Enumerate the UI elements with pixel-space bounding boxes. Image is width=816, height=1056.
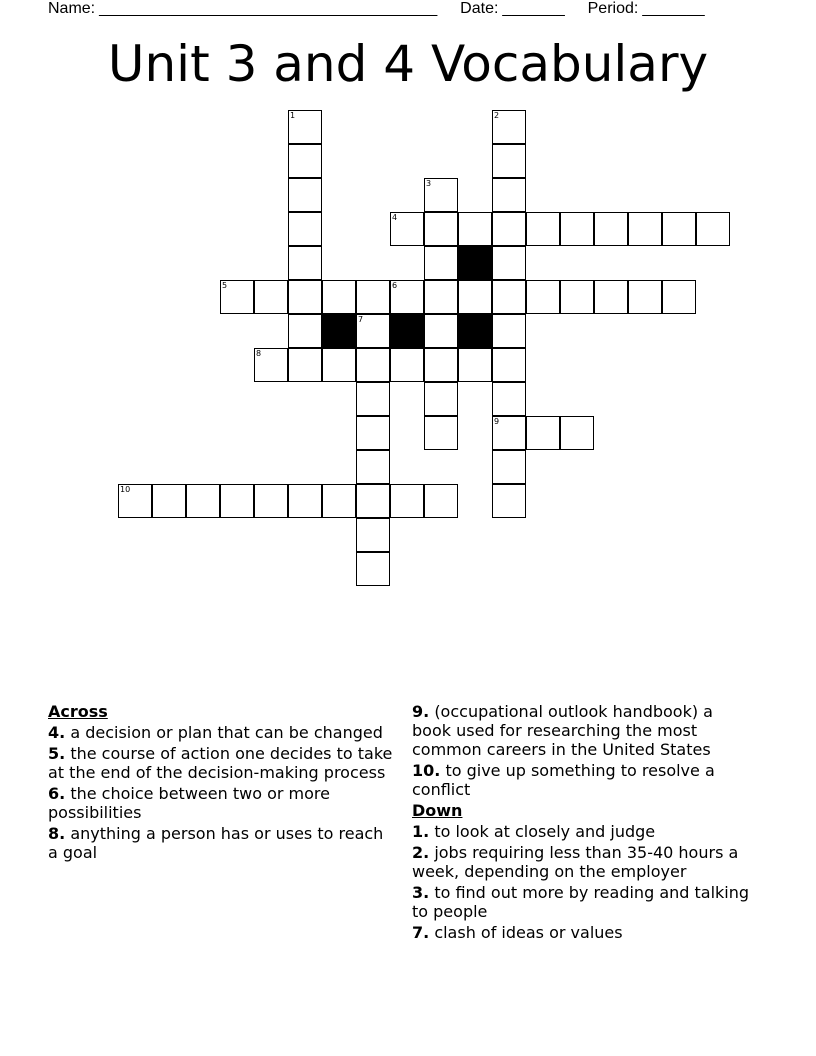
clue-item	[48, 744, 393, 782]
clue-number-label: 3.	[412, 883, 430, 902]
name-field[interactable]: ______________________________________	[99, 0, 438, 17]
crossword-cell[interactable]	[492, 280, 526, 314]
clue-text: jobs requiring less than 35-40 hours a week, depending on the employer	[412, 843, 739, 881]
crossword-cell[interactable]	[424, 212, 458, 246]
clue-number-label: 7.	[412, 923, 430, 942]
down-heading: Down	[412, 801, 463, 820]
crossword-cell[interactable]	[356, 382, 390, 416]
crossword-cell[interactable]	[322, 484, 356, 518]
clue-text: (occupational outlook handbook) a book used for researching the most common careers in the United States	[412, 702, 713, 759]
crossword-cell[interactable]	[424, 246, 458, 280]
crossword-cell[interactable]	[492, 144, 526, 178]
clue-number: 1	[290, 111, 296, 120]
clue-number-label: 2.	[412, 843, 430, 862]
clue-item	[412, 702, 757, 759]
crossword-cell[interactable]	[288, 280, 322, 314]
crossword-cell[interactable]	[254, 348, 288, 382]
crossword-cell[interactable]	[492, 246, 526, 280]
crossword-cell[interactable]	[356, 348, 390, 382]
crossword-cell[interactable]	[288, 484, 322, 518]
clue-number-label: 9.	[412, 702, 430, 721]
clue-number: 6	[392, 281, 398, 290]
clue-number: 9	[494, 417, 500, 426]
clues-left-column	[48, 702, 393, 864]
crossword-cell[interactable]	[424, 416, 458, 450]
clue-item	[48, 723, 393, 742]
black-square	[458, 314, 492, 348]
clue-number: 4	[392, 213, 398, 222]
black-square	[458, 246, 492, 280]
crossword-cell[interactable]	[390, 348, 424, 382]
clue-number-label: 1.	[412, 822, 430, 841]
crossword-cell[interactable]	[288, 348, 322, 382]
clue-number: 2	[494, 111, 500, 120]
crossword-cell[interactable]	[118, 484, 152, 518]
crossword-cell[interactable]	[560, 212, 594, 246]
crossword-cell[interactable]	[356, 416, 390, 450]
crossword-cell[interactable]	[662, 212, 696, 246]
clue-number: 3	[426, 179, 432, 188]
crossword-cell[interactable]	[492, 212, 526, 246]
crossword-cell[interactable]	[424, 484, 458, 518]
page-title: Unit 3 and 4 Vocabulary	[107, 35, 709, 93]
clues-right-column	[412, 702, 757, 944]
clue-text: to give up something to resolve a conflict	[412, 761, 715, 799]
crossword-cell[interactable]	[356, 518, 390, 552]
crossword-cell[interactable]	[560, 280, 594, 314]
crossword-cell[interactable]	[424, 348, 458, 382]
crossword-cell[interactable]	[356, 450, 390, 484]
crossword-cell[interactable]	[492, 450, 526, 484]
crossword-cell[interactable]	[662, 280, 696, 314]
crossword-cell[interactable]	[288, 178, 322, 212]
clue-number: 8	[256, 349, 262, 358]
crossword-cell[interactable]	[492, 178, 526, 212]
clue-item	[412, 822, 757, 841]
crossword-cell[interactable]	[322, 348, 356, 382]
clue-number: 7	[358, 315, 364, 324]
clue-item	[48, 784, 393, 822]
crossword-cell[interactable]	[424, 178, 458, 212]
date-field[interactable]: _______	[502, 0, 565, 17]
crossword-cell[interactable]	[220, 484, 254, 518]
crossword-cell[interactable]	[458, 212, 492, 246]
clue-number: 5	[222, 281, 228, 290]
crossword-cell[interactable]	[288, 314, 322, 348]
black-square	[390, 314, 424, 348]
crossword-cell[interactable]	[288, 144, 322, 178]
crossword-cell[interactable]	[186, 484, 220, 518]
clue-text: the course of action one decides to take at the end of the decision-making process	[48, 744, 393, 782]
crossword-cell[interactable]	[594, 212, 628, 246]
crossword-cell[interactable]	[594, 280, 628, 314]
clue-text: a decision or plan that can be changed	[70, 723, 383, 742]
clue-text: anything a person has or uses to reach a goal	[48, 824, 384, 862]
clue-item	[412, 883, 757, 921]
crossword-cell[interactable]	[492, 416, 526, 450]
crossword-cell[interactable]	[560, 416, 594, 450]
clue-number-label: 10.	[412, 761, 441, 780]
crossword-cell[interactable]	[322, 280, 356, 314]
crossword-cell[interactable]	[458, 280, 492, 314]
crossword-cell[interactable]	[152, 484, 186, 518]
clue-text: to look at closely and judge	[434, 822, 656, 841]
crossword-cell[interactable]	[288, 246, 322, 280]
clue-number-label: 6.	[48, 784, 66, 803]
clue-number-label: 5.	[48, 744, 66, 763]
crossword-cell[interactable]	[356, 314, 390, 348]
clue-number: 10	[120, 485, 131, 494]
crossword-cell[interactable]	[458, 348, 492, 382]
crossword-cell[interactable]	[526, 280, 560, 314]
crossword-cell[interactable]	[254, 484, 288, 518]
crossword-cell[interactable]	[254, 280, 288, 314]
crossword-cell[interactable]	[492, 110, 526, 144]
crossword-cell[interactable]	[492, 382, 526, 416]
crossword-cell[interactable]	[424, 314, 458, 348]
across-heading: Across	[48, 702, 108, 721]
black-square	[322, 314, 356, 348]
clue-item	[412, 843, 757, 881]
clue-text: clash of ideas or values	[434, 923, 623, 942]
period-label: Period:	[587, 0, 639, 17]
crossword-cell[interactable]	[628, 212, 662, 246]
crossword-cell[interactable]	[390, 484, 424, 518]
period-field[interactable]: _______	[642, 0, 705, 17]
crossword-cell[interactable]	[390, 280, 424, 314]
crossword-cell[interactable]	[390, 212, 424, 246]
clue-text: the choice between two or more possibilities	[48, 784, 330, 822]
crossword-cell[interactable]	[356, 552, 390, 586]
clue-text: to find out more by reading and talking to people	[412, 883, 750, 921]
crossword-cell[interactable]	[526, 416, 560, 450]
date-label: Date:	[460, 0, 499, 17]
crossword-cell[interactable]	[628, 280, 662, 314]
crossword-cell[interactable]	[424, 280, 458, 314]
crossword-cell[interactable]	[696, 212, 730, 246]
crossword-cell[interactable]	[288, 212, 322, 246]
clue-item	[412, 761, 757, 799]
crossword-cell[interactable]	[356, 280, 390, 314]
crossword-cell[interactable]	[288, 110, 322, 144]
crossword-cell[interactable]	[526, 212, 560, 246]
clue-item	[412, 923, 757, 942]
crossword-cell[interactable]	[424, 382, 458, 416]
crossword-cell[interactable]	[492, 314, 526, 348]
clue-number-label: 8.	[48, 824, 66, 843]
clue-number-label: 4.	[48, 723, 66, 742]
crossword-cell[interactable]	[356, 484, 390, 518]
name-label: Name:	[48, 0, 96, 17]
crossword-cell[interactable]	[492, 348, 526, 382]
clue-item	[48, 824, 393, 862]
crossword-cell[interactable]	[220, 280, 254, 314]
crossword-cell[interactable]	[492, 484, 526, 518]
